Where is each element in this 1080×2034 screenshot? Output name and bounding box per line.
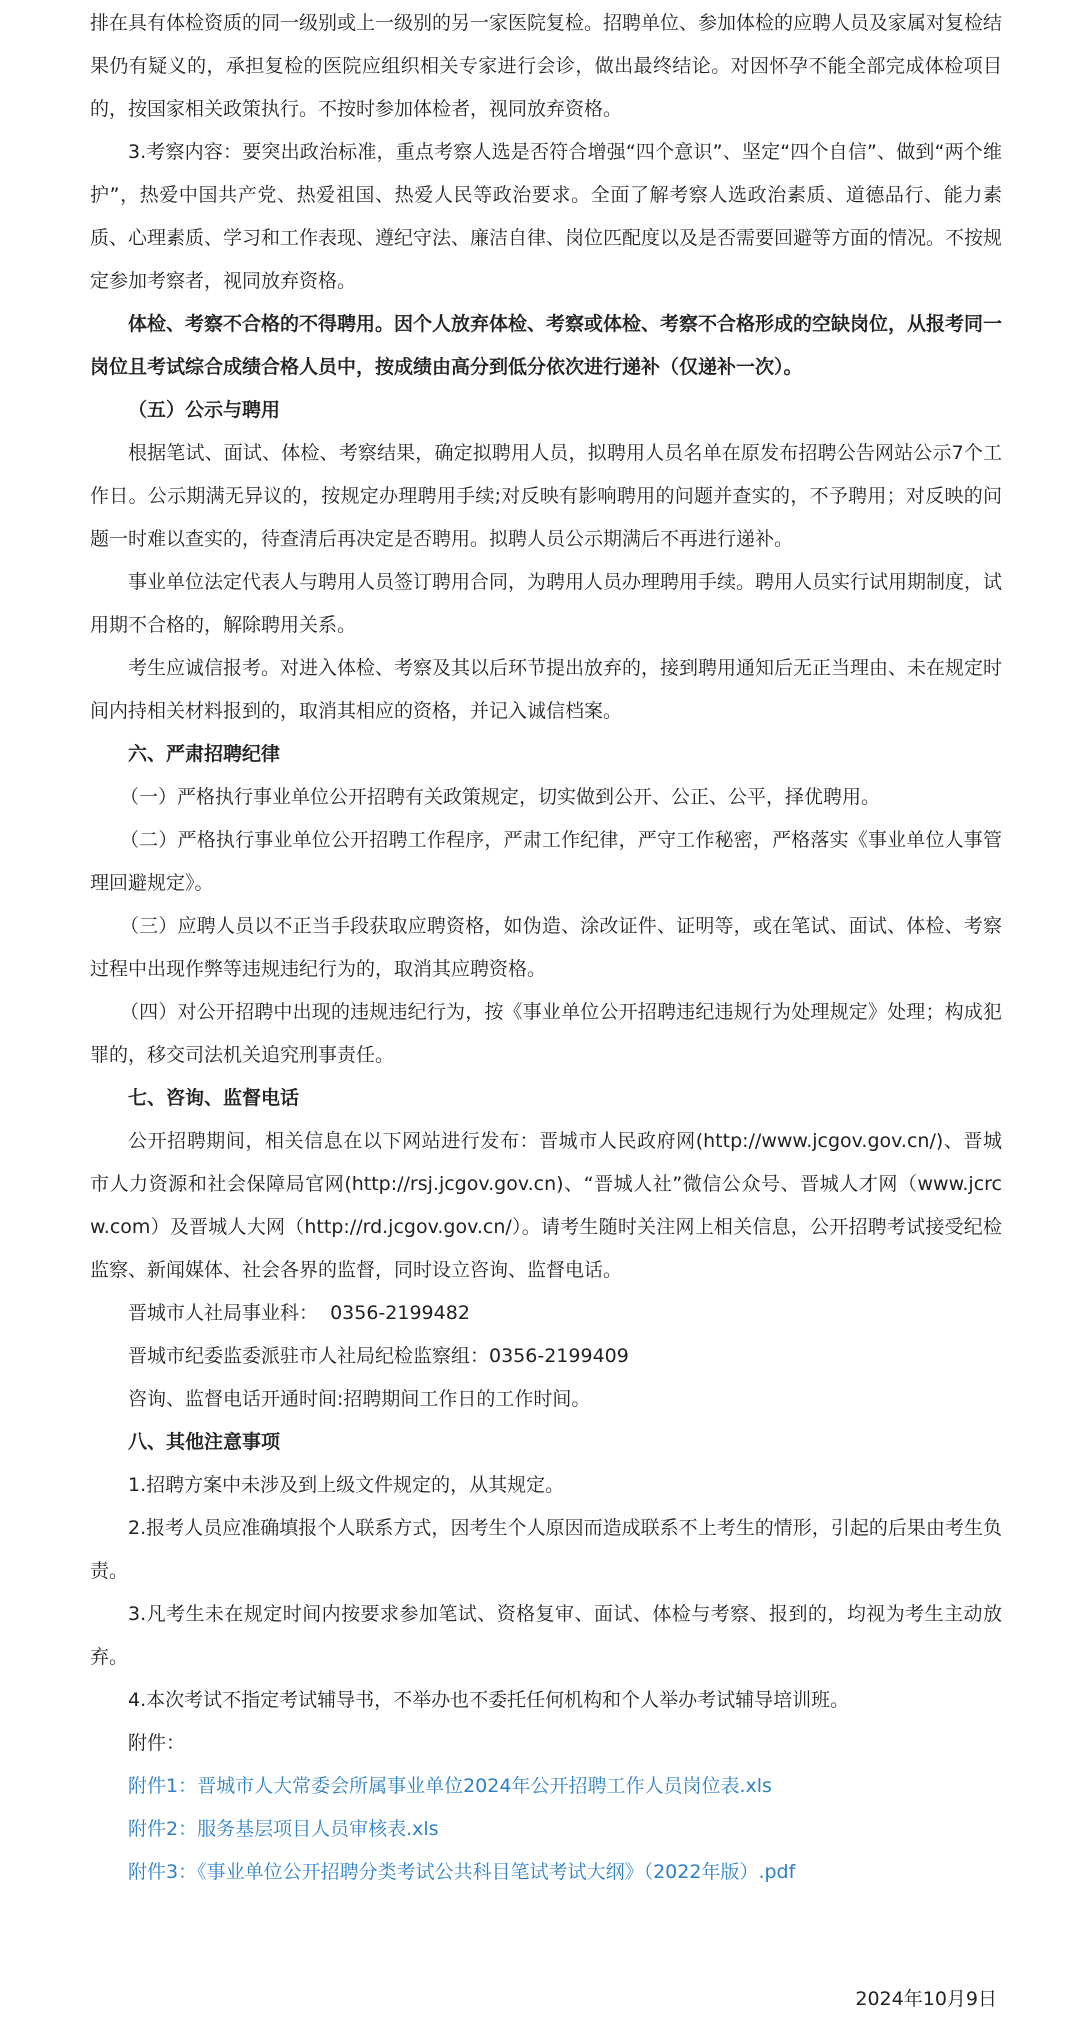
contact-phone-hr: 晋城市人社局事业科： 0356-2199482 xyxy=(128,1302,470,1324)
paragraph-contact-hours: 咨询、监督电话开通时间:招聘期间工作日的工作时间。 xyxy=(128,1388,591,1410)
paragraph-note-2: 2.报考人员应准确填报个人联系方式，因考生个人原因而造成联系不上考生的情形，引起的后果由考生负责。 xyxy=(90,1517,1002,1582)
paragraph-discipline-4: （四）对公开招聘中出现的违规违纪行为，按《事业单位公开招聘违纪违规行为处理规定》处理；构成犯罪的，移交司法机关追究刑事责任。 xyxy=(90,1001,1002,1066)
paragraph-contract: 事业单位法定代表人与聘用人员签订聘用合同，为聘用人员办理聘用手续。聘用人员实行试用期制度，试用期不合格的，解除聘用关系。 xyxy=(90,571,1003,636)
paragraph-note-1: 1.招聘方案中未涉及到上级文件规定的，从其规定。 xyxy=(128,1474,565,1496)
paragraph-note-3: 3.凡考生未在规定时间内按要求参加笔试、资格复审、面试、体检与考察、报到的，均视为考生主动放弃。 xyxy=(90,1603,1002,1668)
attachment-3-link-text[interactable]: 附件3：《事业单位公开招聘分类考试公共科目笔试考试大纲》（2022年版）.pdf xyxy=(128,1861,796,1883)
paragraph-note-4: 4.本次考试不指定考试辅导书，不举办也不委托任何机构和个人举办考试辅导培训班。 xyxy=(128,1689,850,1711)
paragraph-recheck: 排在具有体检资质的同一级别或上一级别的另一家医院复检。招聘单位、参加体检的应聘人员及家属对复检结果仍有疑义的，承担复检的医院应组织相关专家进行会诊，做出最终结论。对因怀孕不能全部完成体检项目的，按国家相关政策执行。不按时参加体检者，视同放弃资格。 xyxy=(90,12,1003,120)
section-heading-contact: 七、咨询、监督电话 xyxy=(128,1087,300,1109)
attachment-link-3[interactable] xyxy=(90,1851,1002,1894)
section-heading-publicity: （五）公示与聘用 xyxy=(128,399,281,421)
attachment-1-link-text[interactable]: 附件1：晋城市人大常委会所属事业单位2024年公开招聘工作人员岗位表.xls xyxy=(128,1775,772,1797)
attachment-link-1[interactable] xyxy=(90,1765,1002,1808)
paragraph-discipline-2: （二）严格执行事业单位公开招聘工作程序，严肃工作纪律，严守工作秘密，严格落实《事业单位人事管理回避规定》。 xyxy=(90,829,1002,894)
paragraph-inspection-content: 3.考察内容：要突出政治标准，重点考察人选是否符合增强“四个意识”、坚定“四个自信”、做到“两个维护”，热爱中国共产党、热爱祖国、热爱人民等政治要求。全面了解考察人选政治素质、道德品行、能力素质、心理素质、学习和工作表现、遵纪守法、廉洁自律、岗位匹配度以及是否需要回避等方面的情况。不按规定参加考察者，视同放弃资格。 xyxy=(90,141,1003,292)
paragraph-discipline-1: （一）严格执行事业单位公开招聘有关政策规定，切实做到公开、公正、公平，择优聘用。 xyxy=(120,786,881,808)
section-heading-notes: 八、其他注意事项 xyxy=(128,1431,281,1453)
contact-phone-supervision: 晋城市纪委监委派驻市人社局纪检监察组：0356-2199409 xyxy=(128,1345,629,1367)
document-date: 2024年10月9日 xyxy=(855,1988,997,2010)
paragraph-unqualified-rule: 体检、考察不合格的不得聘用。因个人放弃体检、考察或体检、考察不合格形成的空缺岗位，从报考同一岗位且考试综合成绩合格人员中，按成绩由高分到低分依次进行递补（仅递补一次）。 xyxy=(90,313,1003,378)
attachment-2-link-text[interactable]: 附件2：服务基层项目人员审核表.xls xyxy=(128,1818,439,1840)
paragraph-publicity: 根据笔试、面试、体检、考察结果，确定拟聘用人员，拟聘用人员名单在原发布招聘公告网站公示7个工作日。公示期满无异议的，按规定办理聘用手续;对反映有影响聘用的问题并查实的，不予聘用；对反映的问题一时难以查实的，待查清后再决定是否聘用。拟聘人员公示期满后不再进行递补。 xyxy=(90,442,1002,550)
paragraph-integrity: 考生应诚信报考。对进入体检、考察及其以后环节提出放弃的，接到聘用通知后无正当理由、未在规定时间内持相关材料报到的，取消其相应的资格，并记入诚信档案。 xyxy=(90,657,1003,722)
paragraph-websites: 公开招聘期间，相关信息在以下网站进行发布：晋城市人民政府网(http://www.jcgov.gov.cn/)、晋城市人力资源和社会保障局官网(http://rsj.jcgov.gov.cn)、“晋城人社”微信公众号、晋城人才网（www.jcrcw.com）及晋城人大网（http://rd.jcgov.gov.cn/）。请考生随时关注网上相关信息，公开招聘考试接受纪检监察、新闻媒体、社会各界的监督，同时设立咨询、监督电话。 xyxy=(90,1130,1002,1281)
attachments-label: 附件： xyxy=(128,1732,186,1754)
attachment-link-2[interactable] xyxy=(90,1808,1002,1851)
section-heading-discipline: 六、严肃招聘纪律 xyxy=(128,743,281,765)
paragraph-discipline-3: （三）应聘人员以不正当手段获取应聘资格，如伪造、涂改证件、证明等，或在笔试、面试、体检、考察过程中出现作弊等违规违纪行为的，取消其应聘资格。 xyxy=(90,915,1002,980)
